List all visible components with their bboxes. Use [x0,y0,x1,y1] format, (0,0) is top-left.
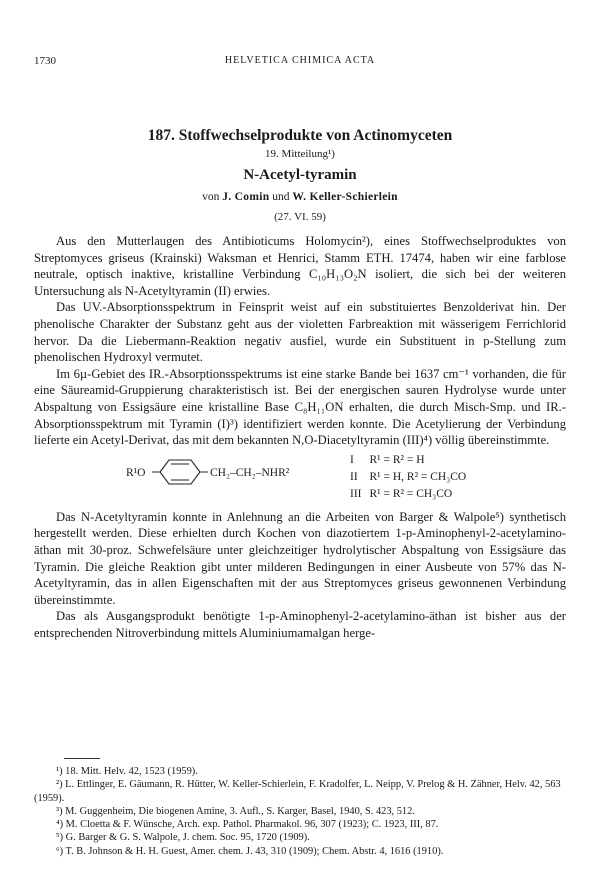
footnote: ¹) 18. Mitt. Helv. 42, 1523 (1959). [56,766,198,777]
paragraph: Im 6µ-Gebiet des IR.-Absorptionsspektrums ist eine starke Bande bei 1637 cm⁻¹ vorhanden, die für eine Säureamid-Gruppierung charakteristisch ist. Bei der energischen sauren Hydrolyse wurde unter Abspaltung von Essigsäure eine kristalline Base C₈H₁₁ON erhalten, die durch Misch-Smp. und IR.-Absorptionsspektrum mit Tyramin (I)³) identifiziert werden konnte. Die Acetylierung der Verbindung lieferte ein Acetyl-Derivat, das mit dem bekannten N,O-Diacetyltyramin (III)⁴) völlig übereinstimmte. [34,366,566,448]
footnote: ⁶) T. B. Johnson & H. H. Guest, Amer. chem. J. 43, 310 (1909); Chem. Abstr. 4, 1616 (1910). [56,845,444,857]
compound-number: II [350,470,358,483]
article-title: 187. Stoffwechselprodukte von Actinomyceten [147,127,453,144]
author-line [34,191,566,203]
compound-row [350,453,472,468]
tyramine-structure [126,457,346,487]
footnote: ³) M. Guggenheim, Die biogenen Amine, 3. Aufl., S. Karger, Basel, 1940, S. 423, 512. [56,805,415,817]
compound-number: III [350,487,362,500]
journal-title: HELVETICA CHIMICA ACTA [224,55,376,66]
structural-formula [34,451,566,505]
footnote: ⁴) M. Cloetta & F. Wünsche, Arch. exp. Pathol. Pharmakol. 96, 307 (1923); C. 1923, III, 87. [56,819,439,831]
benzene-ring-icon [152,457,208,487]
page-number: 1730 [34,55,56,67]
footnote: ²) L. Ettlinger, E. Gäumann, R. Hütter, W. Keller-Schierlein, F. Kradolfer, L. Neipp, V. Prelog & H. Zähner, Helv. 42, 563 (1959). [34,779,561,804]
compound-key [348,451,474,504]
article-body [34,233,566,641]
footnote-divider [64,758,100,759]
footnote: ⁵) G. Barger & G. S. Walpole, J. chem. Soc. 95, 1720 (1909). [56,832,310,844]
received-date: (27. VI. 59) [274,211,326,223]
compound-def: R¹ = H, R² = CH₃CO [369,470,467,483]
substituent-right: CH₂–CH₂–NHR² [210,466,290,479]
compound-title: N-Acetyl-tyramin [243,167,357,183]
paragraph: Aus den Mutterlaugen des Antibioticums Holomycin²), eines Stoffwechselproduktes von Streptomyces griseus (Krainski) Waksman et Henrici, Stamm ETH. 17474, haben wir eine farblose neutrale, optisch inaktive, kristalline Verbindung C₁₀H₁₃O₂N isoliert, die sich bei der weiteren Untersuchung als N-Acetyltyramin (II) erwies. [34,234,566,298]
compound-def: R¹ = R² = CH₃CO [369,487,453,500]
author-name: W. Keller-Schierlein [292,191,398,203]
page-header [34,55,566,69]
author-name: J. Comin [222,191,270,203]
authors-und: und [272,191,290,203]
authors-prefix: von [202,191,220,203]
compound-number: I [350,453,354,466]
paragraph: Das UV.-Absorptionsspektrum in Feinsprit weist auf ein substituiertes Benzolderivat hin. Der phenolische Charakter der Substanz geht aus der violetten Farbreaktion mit wässerigem Ferrichlorid hervor. Da die Liebermann-Reaktion negativ ausfiel, wurde ein Substituent in p-Stellung zum phenolischen Hydroxyl vermutet. [34,300,566,365]
paragraph: Das als Ausgangsprodukt benötigte 1-p-Aminophenyl-2-acetylamino-äthan ist bisher aus der entsprechenden Nitroverbindung mittels Aluminiumamalgan herge- [34,609,566,640]
substituent-left: R¹O [126,466,146,479]
footnotes [34,765,566,858]
compound-def: R¹ = R² = H [369,453,425,466]
compound-row [350,470,472,485]
article-subtitle: 19. Mitteilung¹) [265,148,335,160]
compound-row [350,487,472,502]
paragraph: Das N-Acetyltyramin konnte in Anlehnung an die Arbeiten von Barger & Walpole⁵) synthetisch hergestellt werden. Diese erhielten durch Kochen von diazotiertem 1-p-Aminophenyl-2-acetylamino-äthan mit 30-proz. Schwefelsäure unter gleichzeitiger hydrolytischer Abspaltung von Essigsäure das Tyramin. Die gleiche Reaktion gibt unter milderen Bedingungen in einer Ausbeute von 57% das N-Acetyltyramin, das in allen Eigenschaften mit der aus Streptomyces griseus gewonnenen Verbindung übereinstimmte. [34,509,566,607]
